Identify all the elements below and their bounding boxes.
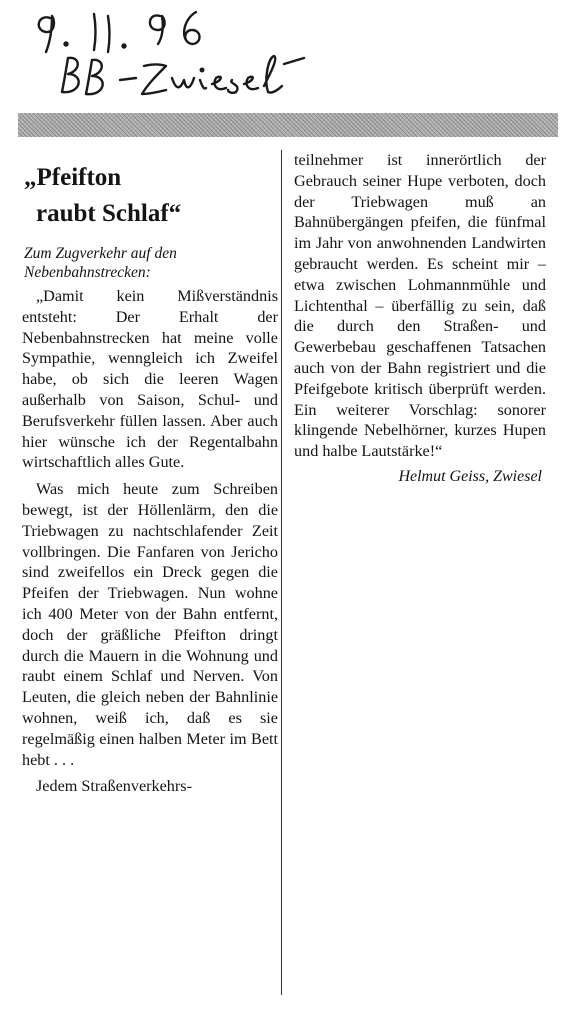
article-paragraph-2: Was mich heute zum Schreiben bewegt, ist der Höllenlärm, den die Triebwagen zu nachtschlafender Zeit vollbringen. Die Fanfaren von Jericho sind zweifellos ein Dreck gegen die Pfeifen der Triebwagen. Nun wohne ich 400 Meter von der Bahn entfernt, doch der gräßliche Pfeifton dringt durch die Mauern in die Wohnung und raubt einem Schlaf und Nerven. Von Leuten, die gleich neben der Bahnlinie wohnen, weiß ich, daß es sie regelmäßig einen halben Meter im Bett hebt . . . <box>22 480 278 769</box>
article-column-left <box>16 150 278 797</box>
column-divider <box>281 150 282 995</box>
article-intro: Zum Zugverkehr auf den Nebenbahnstrecken: <box>24 245 177 281</box>
article-headline <box>16 160 278 232</box>
article-paragraph-3-start: Jedem Straßenverkehrs- <box>36 777 192 796</box>
headline-line-2: raubt Schlaf“ <box>36 200 182 227</box>
headline-line-1: „Pfeifton <box>24 164 122 191</box>
article-paragraph-1: „Damit kein Mißverständnis entsteht: Der Erhalt der Nebenbahnstrecken hat meine volle Sympathie, wenngleich ich Zweifel habe, ob sich die leeren Wagen außerhalb von Saison, Schul- und Berufsverkehr füllen lassen. Aber auch hier wünsche ich der Regentalbahn wirtschaftlich alles Gute. <box>22 287 278 472</box>
halftone-header-bar <box>18 113 558 137</box>
handwriting-drawing <box>28 0 328 110</box>
article-paragraph-3-continued: teilnehmer ist innerörtlich der Gebrauch seiner Hupe verboten, doch der Triebwagen muß an Bahnübergängen pfeifen, die fünfmal im Jahr von anwohnenden Landwirten gebraucht werden. Es scheint mir – etwa zwischen Lohmannmühle und Lichtenthal – überfällig zu sein, daß die durch den Straßen- und Gewerbebau geschaffenen Tatsachen auch von der Bahn registriert und die Pfeifgebote kritisch überprüft werden. Ein weiterer Vorschlag: sonorer klingende Nebelhörner, kurzes Hupen und halbe Lautstärke!“ <box>294 151 546 461</box>
article-column-right <box>288 150 546 486</box>
article-author: Helmut Geiss, Zwiesel <box>398 467 542 485</box>
handwritten-note <box>28 0 328 110</box>
